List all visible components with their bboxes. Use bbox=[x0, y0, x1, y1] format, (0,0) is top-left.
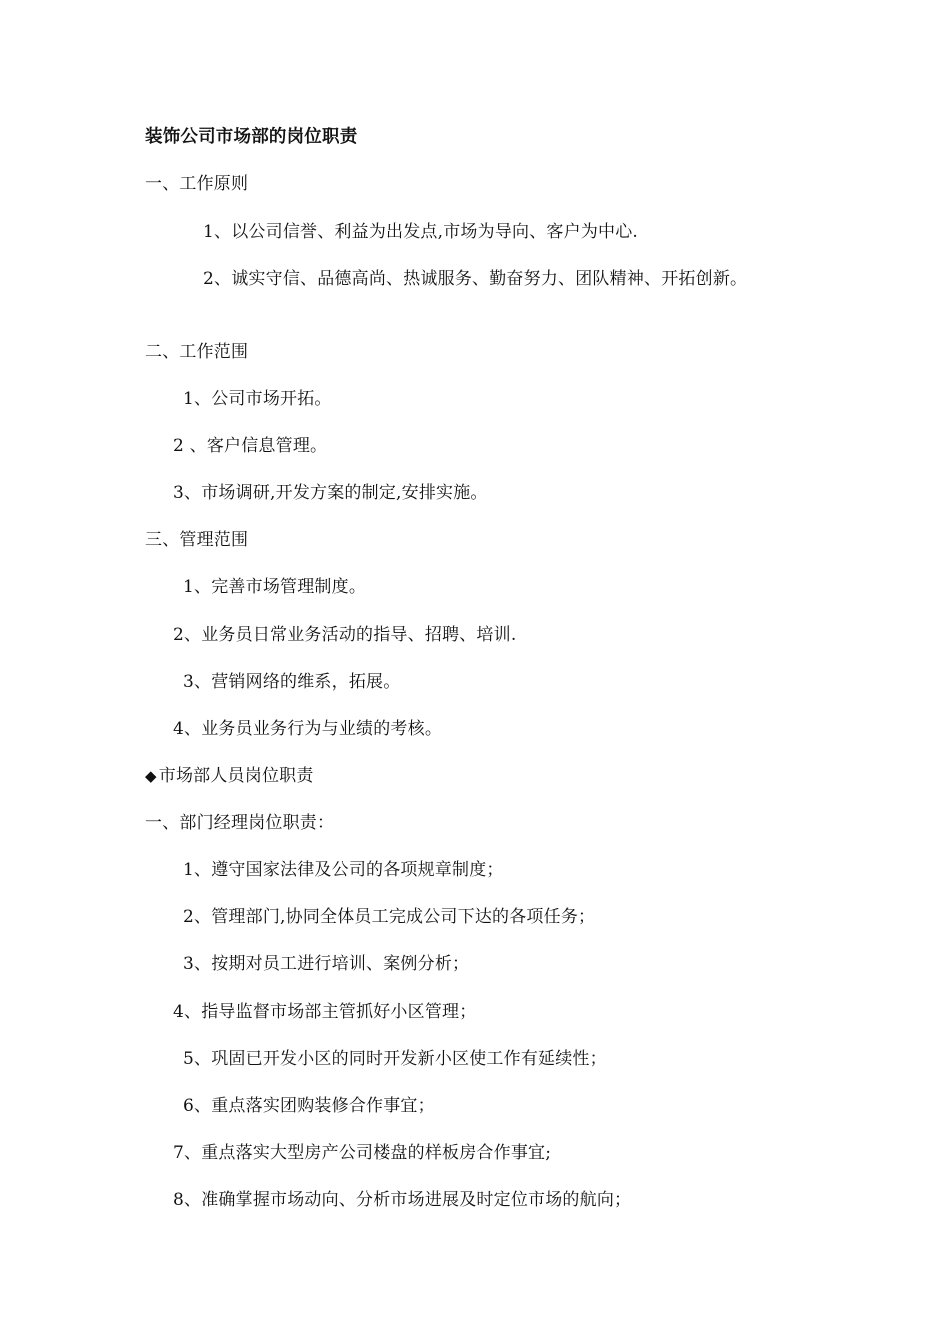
diamond-bullet-icon: ◆ bbox=[145, 767, 157, 785]
scope-item-2: 2 、客户信息管理。 bbox=[173, 436, 328, 456]
manager-item-6: 6、重点落实团购装修合作事宜； bbox=[183, 1096, 435, 1116]
section-heading-manager: 一、部门经理岗位职责： bbox=[145, 813, 335, 833]
section-heading-management: 三、管理范围 bbox=[145, 530, 249, 550]
section-heading-principles: 一、工作原则 bbox=[145, 174, 249, 194]
scope-item-1: 1、公司市场开拓。 bbox=[183, 389, 332, 409]
section-heading-scope: 二、工作范围 bbox=[145, 342, 249, 362]
manager-item-3: 3、按期对员工进行培训、案例分析； bbox=[183, 954, 470, 974]
document-title: 装饰公司市场部的岗位职责 bbox=[145, 127, 358, 147]
manager-item-8: 8、准确掌握市场动向、分析市场进展及时定位市场的航向； bbox=[173, 1190, 632, 1210]
management-item-2: 2、业务员日常业务活动的指导、招聘、培训. bbox=[173, 625, 517, 645]
scope-item-3: 3、市场调研,开发方案的制定,安排实施。 bbox=[173, 483, 488, 503]
manager-item-4: 4、指导监督市场部主管抓好小区管理； bbox=[173, 1002, 477, 1022]
staff-heading-text: 市场部人员岗位职责 bbox=[158, 766, 314, 786]
manager-item-2: 2、管理部门,协同全体员工完成公司下达的各项任务； bbox=[183, 907, 596, 927]
manager-item-7: 7、重点落实大型房产公司楼盘的样板房合作事宜; bbox=[173, 1143, 552, 1163]
section-heading-staff bbox=[145, 765, 314, 787]
management-item-4: 4、业务员业务行为与业绩的考核。 bbox=[173, 719, 443, 739]
management-item-3: 3、营销网络的维系，拓展。 bbox=[183, 672, 401, 692]
manager-item-5: 5、巩固已开发小区的同时开发新小区使工作有延续性； bbox=[183, 1049, 607, 1069]
principles-item-2: 2、诚实守信、品德高尚、热诚服务、勤奋努力、团队精神、开拓创新。 bbox=[203, 269, 748, 289]
principles-item-1: 1、以公司信誉、利益为出发点,市场为导向、客户为中心. bbox=[203, 222, 639, 242]
manager-item-1: 1、遵守国家法律及公司的各项规章制度； bbox=[183, 860, 504, 880]
management-item-1: 1、完善市场管理制度。 bbox=[183, 577, 367, 597]
